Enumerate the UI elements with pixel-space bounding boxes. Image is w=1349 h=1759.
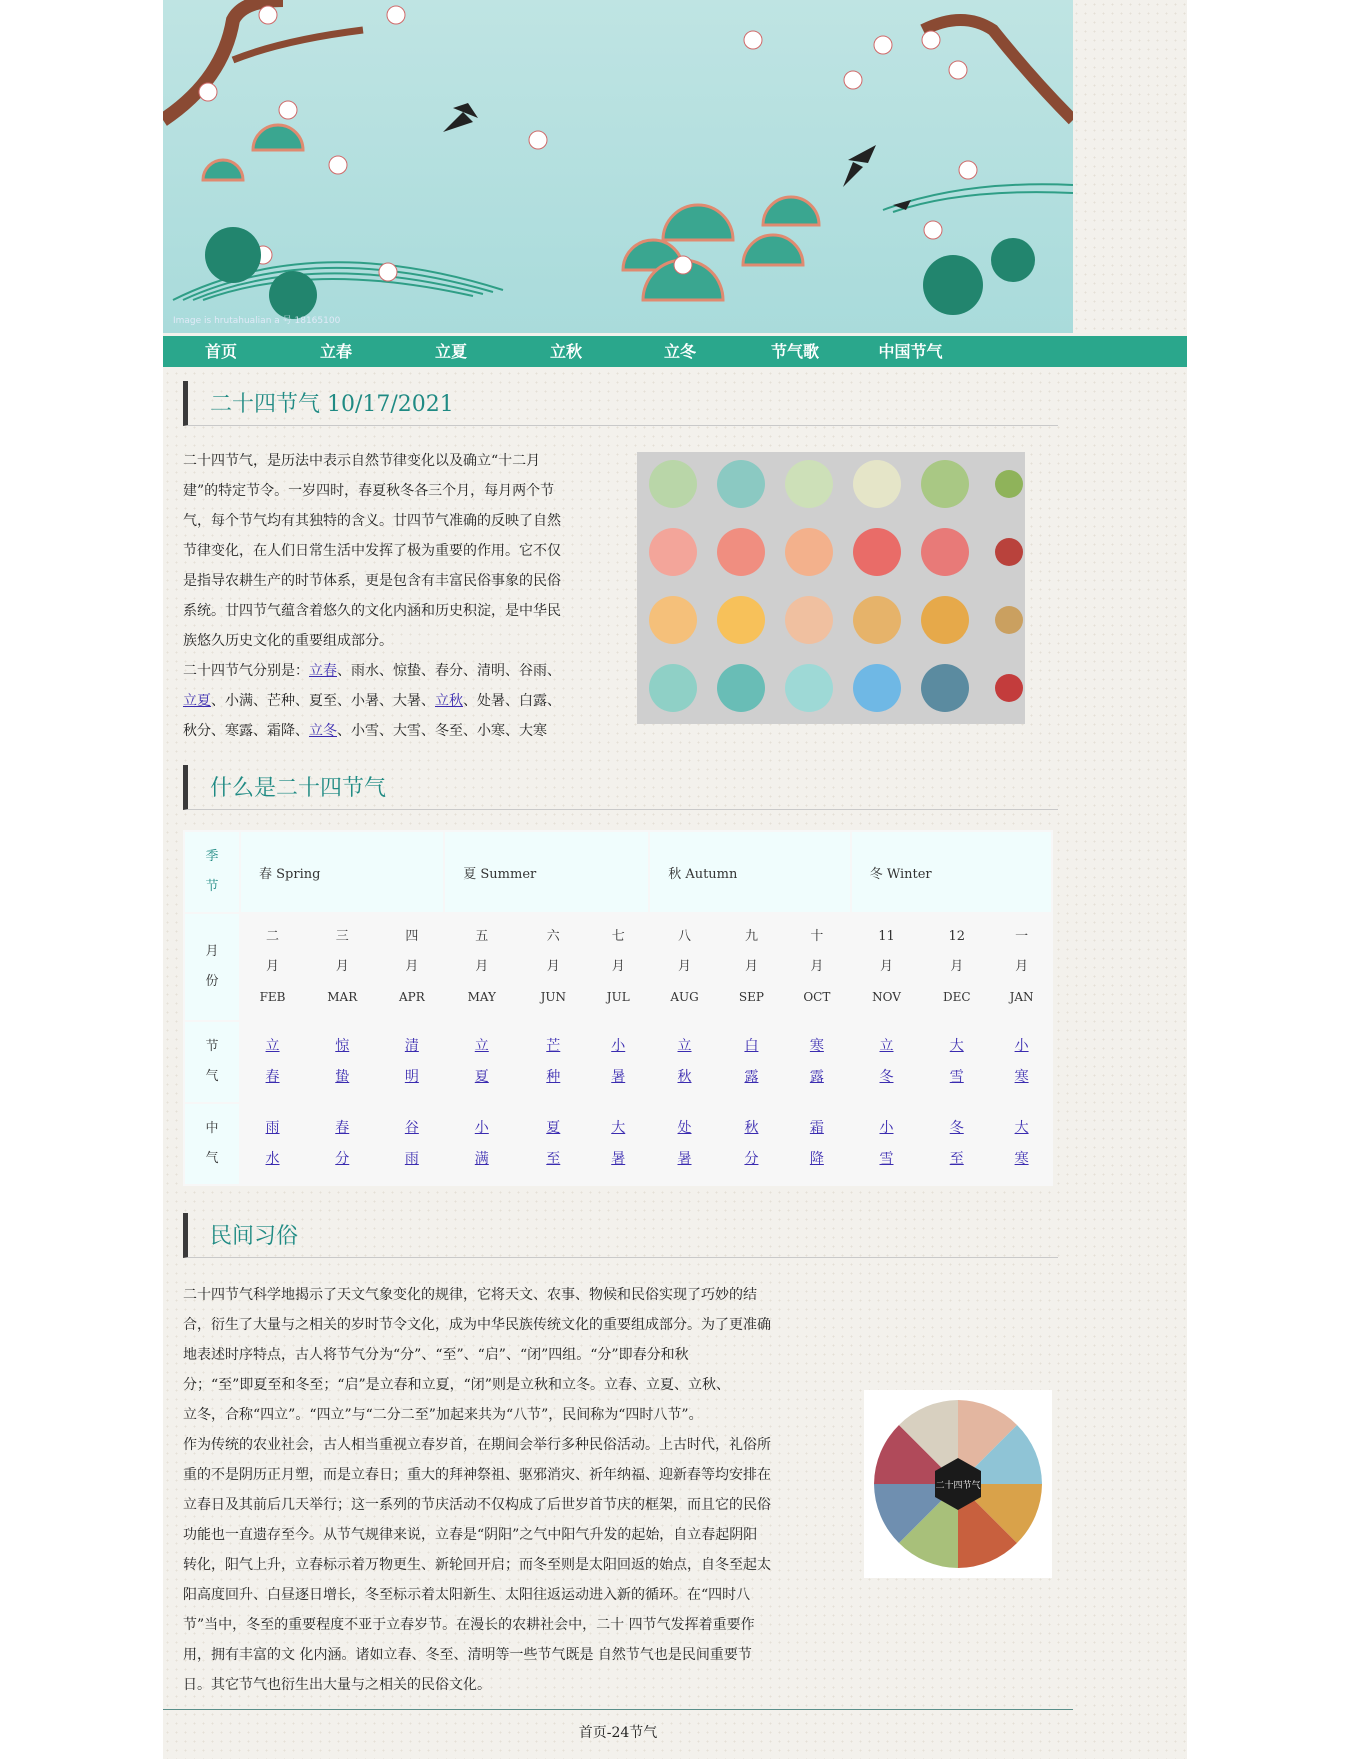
jieqi-list-line: 秋分、寒露、霜降、立冬、小雪、大雪、冬至、小寒、大寒 bbox=[183, 723, 547, 739]
section-title-intro bbox=[183, 381, 1058, 426]
nav-lichun[interactable]: 立春 bbox=[319, 342, 352, 361]
jieqi-link[interactable]: 芒 种 bbox=[546, 1038, 561, 1085]
season-autumn: 秋 Autumn bbox=[650, 832, 850, 912]
zhongqi-link[interactable]: 秋 分 bbox=[744, 1120, 759, 1167]
link-liqiu[interactable]: 立秋 bbox=[435, 693, 463, 709]
month-cell: 五 月 MAY bbox=[467, 928, 496, 1004]
customs-line: 分；“至”即夏至和冬至；“启”是立春和立夏，“闭”则是立秋和立冬。立春、立夏、立秋、 bbox=[183, 1377, 730, 1393]
jieqi-link[interactable]: 寒 露 bbox=[809, 1038, 824, 1085]
customs-paragraph bbox=[183, 1280, 833, 1700]
footer-text: 首页-24节气 bbox=[578, 1725, 658, 1741]
zhongqi-link[interactable]: 谷 雨 bbox=[404, 1120, 419, 1167]
intro-heading: 二十四节气 10/17/2021 bbox=[210, 392, 454, 417]
section-title-what bbox=[183, 765, 1058, 810]
jieqi-link[interactable]: 小 暑 bbox=[611, 1038, 626, 1085]
month-cell: 12 月 DEC bbox=[942, 928, 971, 1004]
jieqi-link[interactable]: 立 秋 bbox=[677, 1038, 692, 1085]
customs-line: 节”当中，冬至的重要程度不亚于立春岁节。在漫长的农耕社会中，二十 四节气发挥着重要作 bbox=[183, 1617, 755, 1633]
what-heading: 什么是二十四节气 bbox=[210, 776, 387, 801]
month-cell: 十 月 OCT bbox=[803, 928, 831, 1004]
jieqi-wheel-image bbox=[864, 1390, 1052, 1578]
table-row-zhongqi bbox=[185, 1104, 1051, 1184]
zhongqi-link[interactable]: 夏 至 bbox=[546, 1120, 561, 1167]
wheel-label: 二十四节气 bbox=[935, 1481, 981, 1491]
customs-line: 日。其它节气也衍生出大量与之相关的民俗文化。 bbox=[183, 1677, 491, 1693]
customs-line: 地表述时序特点，古人将节气分为“分”、“至”、“启”、“闭”四组。“分”即春分和秋 bbox=[183, 1347, 689, 1363]
intro-line: 系统。廿四节气蕴含着悠久的文化内涵和历史积淀，是中华民 bbox=[183, 603, 561, 619]
main-nav bbox=[163, 336, 1187, 367]
zhongqi-link[interactable]: 春 分 bbox=[335, 1120, 350, 1167]
season-winter: 冬 Winter bbox=[852, 832, 1051, 912]
intro-line: 节律变化，在人们日常生活中发挥了极为重要的作用。它不仅 bbox=[183, 543, 561, 559]
season-row-label: 季 节 bbox=[185, 832, 239, 912]
month-cell: 八 月 AUG bbox=[670, 928, 699, 1004]
month-cell: 九 月 SEP bbox=[738, 928, 764, 1004]
jieqi-link[interactable]: 立 春 bbox=[265, 1038, 280, 1085]
link-lichun[interactable]: 立春 bbox=[309, 663, 337, 679]
season-spring: 春 Spring bbox=[241, 832, 443, 912]
table-row-jieqi bbox=[185, 1022, 1051, 1102]
zhongqi-link[interactable]: 大 暑 bbox=[611, 1120, 626, 1167]
link-lixia[interactable]: 立夏 bbox=[183, 693, 211, 709]
zhongqi-link[interactable]: 小 满 bbox=[474, 1120, 489, 1167]
customs-line: 二十四节气科学地揭示了天文气象变化的规律，它将天文、农事、物候和民俗实现了巧妙的结 bbox=[183, 1287, 757, 1303]
customs-line: 转化，阳气上升，立春标示着万物更生、新轮回开启；而冬至则是太阳回返的始点，自冬至起太 bbox=[183, 1557, 771, 1573]
customs-heading: 民间习俗 bbox=[210, 1224, 299, 1249]
customs-line: 立冬，合称“四立”。“四立”与“二分二至”加起来共为“八节”，民间称为“四时八节”。 bbox=[183, 1407, 703, 1423]
table-row-months bbox=[185, 914, 1051, 1020]
zhongqi-link[interactable]: 小 雪 bbox=[879, 1120, 894, 1167]
customs-line: 立春日及其前后几天举行；这一系列的节庆活动不仅构成了后世岁首节庆的框架，而且它的民俗 bbox=[183, 1497, 771, 1513]
nav-jieqi-song[interactable]: 节气歌 bbox=[770, 342, 819, 361]
jieqi-link[interactable]: 白 露 bbox=[744, 1038, 759, 1085]
page bbox=[163, 0, 1187, 1759]
customs-line: 重的不是阴历正月塑，而是立春日；重大的拜神祭祖、驱邪消灾、祈年纳福、迎新春等均安排在 bbox=[183, 1467, 771, 1483]
intro-line: 族悠久历史文化的重要组成部分。 bbox=[183, 633, 393, 649]
jieqi-link[interactable]: 小 寒 bbox=[1014, 1038, 1029, 1085]
jieqi-link[interactable]: 惊 蛰 bbox=[335, 1038, 350, 1085]
customs-line: 合，衍生了大量与之相关的岁时节令文化，成为中华民族传统文化的重要组成部分。为了更准确 bbox=[183, 1317, 771, 1333]
jieqi-link[interactable]: 立 夏 bbox=[474, 1038, 489, 1085]
month-cell: 七 月 JUL bbox=[606, 928, 630, 1004]
jieqi-row-label: 节 气 bbox=[185, 1022, 239, 1102]
banner-watermark: Image is hrutahualian a 号 18165100 bbox=[173, 316, 341, 326]
jieqi-illustration-grid bbox=[637, 452, 1025, 724]
month-cell: 11 月 NOV bbox=[872, 928, 901, 1004]
footer-divider bbox=[163, 1709, 1073, 1710]
nav-lixia[interactable]: 立夏 bbox=[434, 342, 467, 361]
zhongqi-link[interactable]: 大 寒 bbox=[1014, 1120, 1029, 1167]
jieqi-link[interactable]: 立 冬 bbox=[879, 1038, 894, 1085]
month-row-label: 月 份 bbox=[185, 914, 239, 1020]
month-cell: 四 月 APR bbox=[398, 928, 425, 1004]
month-cell: 一 月 JAN bbox=[1009, 928, 1034, 1004]
intro-paragraph bbox=[183, 446, 623, 746]
link-lidong[interactable]: 立冬 bbox=[309, 723, 337, 739]
header-banner-image bbox=[163, 0, 1073, 333]
section-title-customs bbox=[183, 1213, 1058, 1258]
nav-home[interactable]: 首页 bbox=[204, 342, 237, 361]
customs-line: 功能也一直遗存至今。从节气规律来说，立春是“阴阳”之气中阳气升发的起始，自立春起阴阳 bbox=[183, 1527, 758, 1543]
nav-liqiu[interactable]: 立秋 bbox=[549, 342, 582, 361]
zhongqi-link[interactable]: 霜 降 bbox=[809, 1120, 824, 1167]
intro-line: 二十四节气，是历法中表示自然节律变化以及确立“十二月 bbox=[183, 453, 541, 469]
zhongqi-link[interactable]: 冬 至 bbox=[949, 1120, 964, 1167]
month-cell: 二 月 FEB bbox=[259, 928, 286, 1004]
jieqi-link[interactable]: 大 雪 bbox=[949, 1038, 964, 1085]
intro-line: 气，每个节气均有其独特的含义。廿四节气准确的反映了自然 bbox=[183, 513, 561, 529]
intro-line: 建”的特定节令。一岁四时，春夏秋冬各三个月，每月两个节 bbox=[183, 483, 555, 499]
intro-line: 是指导农耕生产的时节体系，更是包含有丰富民俗事象的民俗 bbox=[183, 573, 561, 589]
jieqi-table bbox=[183, 830, 1053, 1186]
jieqi-list-line: 立夏、小满、芒种、夏至、小暑、大暑、立秋、处暑、白露、 bbox=[183, 693, 561, 709]
customs-line: 用，拥有丰富的文 化内涵。诸如立春、冬至、清明等一些节气既是 自然节气也是民间重要节 bbox=[183, 1647, 752, 1663]
table-row-seasons bbox=[185, 832, 1051, 912]
jieqi-list-line: 二十四节气分别是：立春、雨水、惊蛰、春分、清明、谷雨、 bbox=[183, 663, 561, 679]
customs-line: 阳高度回升、白昼逐日增长，冬至标示着太阳新生、太阳往返运动进入新的循环。在“四时八 bbox=[183, 1587, 751, 1603]
month-cell: 三 月 MAR bbox=[327, 928, 358, 1004]
zhongqi-link[interactable]: 处 暑 bbox=[677, 1120, 692, 1167]
nav-chinese-jieqi[interactable]: 中国节气 bbox=[878, 342, 943, 361]
jieqi-link[interactable]: 清 明 bbox=[404, 1038, 419, 1085]
customs-line: 作为传统的农业社会，古人相当重视立春岁首，在期间会举行多种民俗活动。上古时代，礼俗所 bbox=[183, 1437, 771, 1453]
zhongqi-link[interactable]: 雨 水 bbox=[265, 1120, 280, 1167]
nav-lidong[interactable]: 立冬 bbox=[663, 342, 696, 361]
month-cell: 六 月 JUN bbox=[540, 928, 566, 1004]
season-summer: 夏 Summer bbox=[445, 832, 648, 912]
zhongqi-row-label: 中 气 bbox=[185, 1104, 239, 1184]
